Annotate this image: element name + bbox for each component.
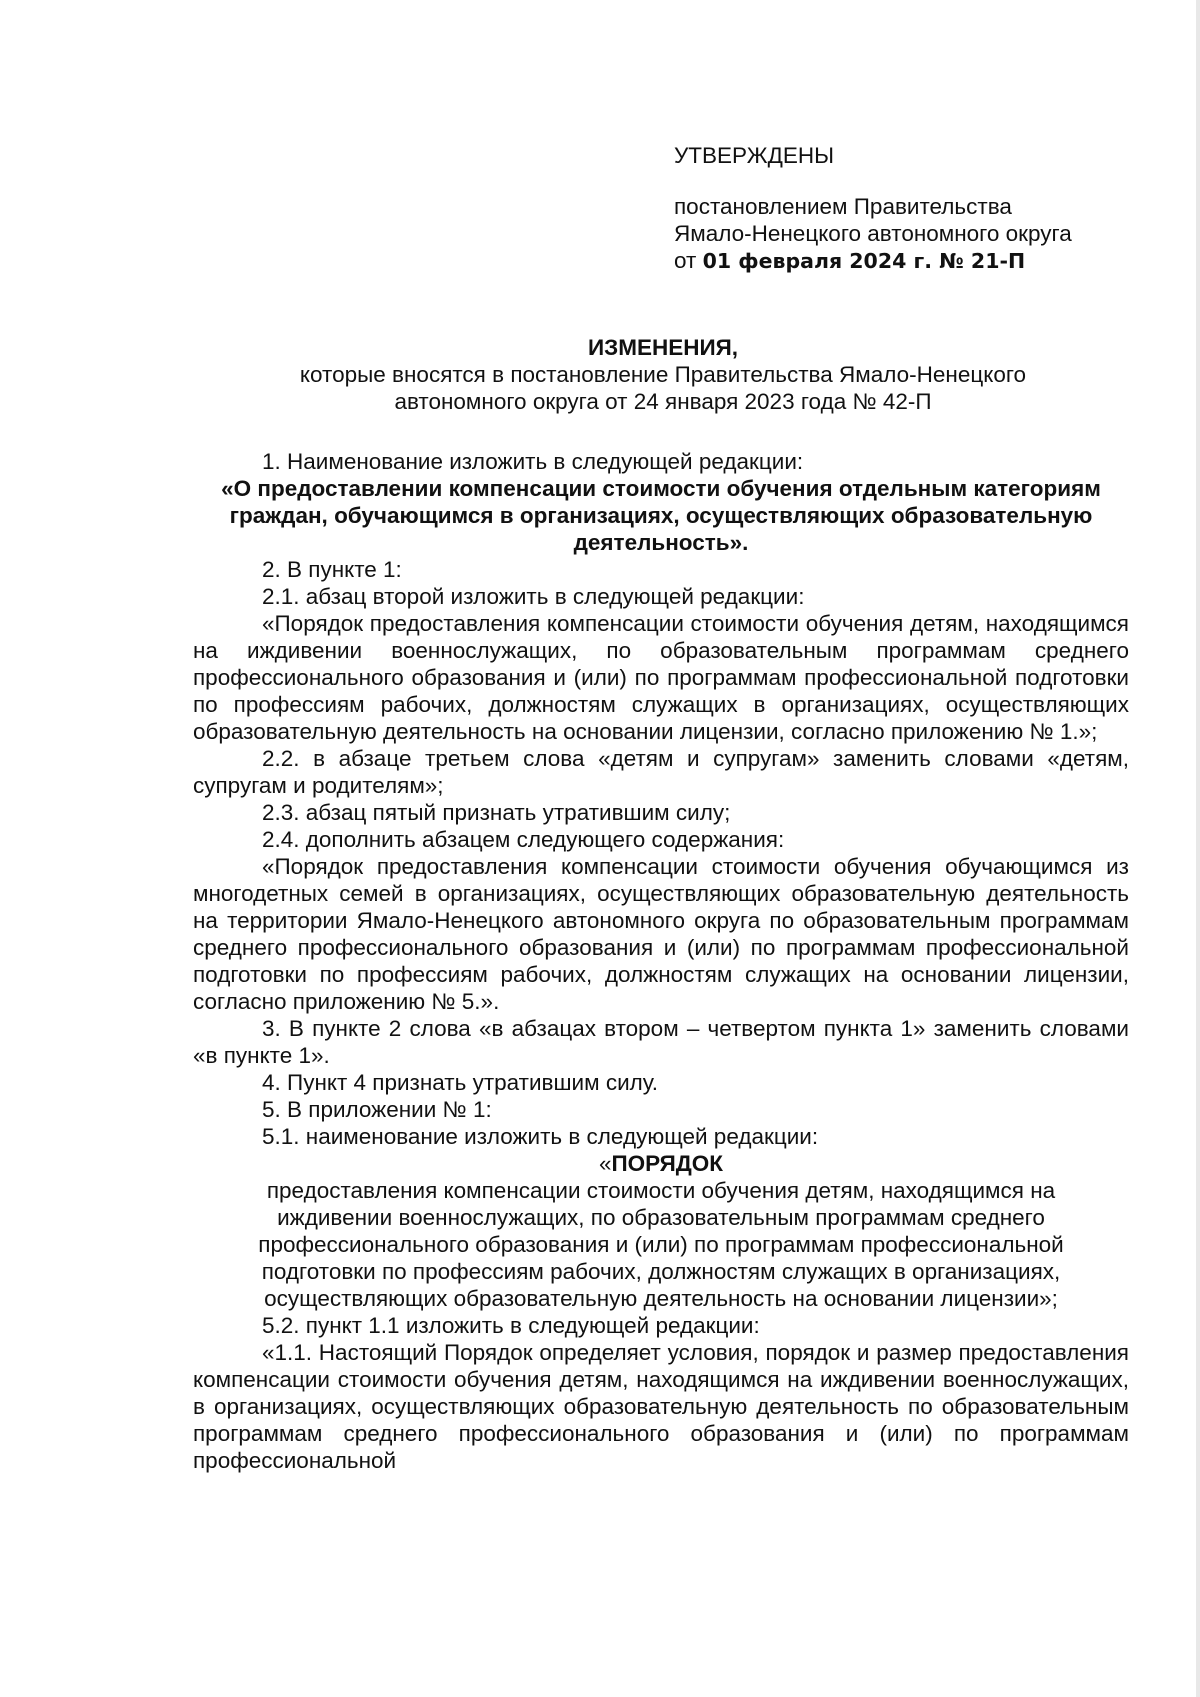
paragraph-4: 4. Пункт 4 признать утратившим силу. [262, 1070, 659, 1095]
paragraph-5-2: 5.2. пункт 1.1 изложить в следующей редакции: [262, 1313, 760, 1338]
paragraph-1: 1. Наименование изложить в следующей редакции: [262, 449, 804, 474]
page-title: ИЗМЕНЕНИЯ, [587, 335, 739, 360]
paragraph-2-4-text: «Порядок предоставления компенсации стоимости обучения обучающимся из многодетных семей в организациях, осуществляющих образовательную деятельность на территории Ямало-Ненецкого автономного округа по образовательным программам среднего профессионального образования и (или) по программам профессиональной подготовки по профессиям рабочих, должностям служащих на основании лицензии, согласно приложению № 5.». [193, 854, 1129, 1014]
order-heading-quote: « [598, 1151, 612, 1176]
order-heading [193, 1150, 1129, 1177]
paragraph-2-1: 2.1. абзац второй изложить в следующей редакции: [262, 584, 805, 609]
paragraph-2-1-text: «Порядок предоставления компенсации стоимости обучения детям, находящимся на иждивении военнослужащих, по образовательным программам среднего профессионального образования и (или) по программам профессиональной подготовки по профессиям рабочих, должностям служащих в организациях, осуществляющих образовательную деятельность на основании лицензии, согласно приложению № 1.»; [193, 611, 1129, 744]
paragraph-5-2-text: «1.1. Настоящий Порядок определяет условия, порядок и размер предоставления компенсации стоимости обучения детям, находящимся на иждивении военнослужащих, в организациях, осуществляющих образовательную деятельность по образовательным программам среднего профессионального образования и (или) по программам профессиональной [193, 1340, 1129, 1473]
document-body [193, 448, 1129, 1474]
page-edge [1196, 0, 1200, 1697]
subtitle-line-2: автономного округа от 24 января 2023 года № 42-П [394, 389, 932, 414]
paragraph-3: 3. В пункте 2 слова «в абзацах втором – четвертом пункта 1» заменить словами «в пункте 1». [193, 1016, 1129, 1068]
approval-block [674, 142, 1154, 275]
paragraph-2: 2. В пункте 1: [262, 557, 402, 582]
paragraph-2-4: 2.4. дополнить абзацем следующего содержания: [262, 827, 785, 852]
approval-stamp: УТВЕРЖДЕНЫ [674, 143, 834, 168]
paragraph-5: 5. В приложении № 1: [262, 1097, 492, 1122]
subtitle-line-1: которые вносятся в постановление Правительства Ямало-Ненецкого [299, 362, 1027, 387]
paragraph-2-3: 2.3. абзац пятый признать утратившим силу; [262, 800, 731, 825]
approval-date-line [674, 247, 1154, 275]
approval-date-prefix: от [674, 248, 697, 273]
order-heading-word: ПОРЯДОК [611, 1151, 724, 1176]
paragraph-5-1: 5.1. наименование изложить в следующей редакции: [262, 1124, 819, 1149]
document-header [193, 334, 1133, 415]
approval-line-1: постановлением Правительства [674, 194, 1012, 219]
approval-date: 01 февраля 2024 г. № 21-П [702, 249, 1026, 273]
new-title: «О предоставлении компенсации стоимости обучения отдельным категориям граждан, обучающимся в организациях, осуществляющих образовательную деятельность». [221, 476, 1101, 555]
approval-line-2: Ямало-Ненецкого автономного округа [674, 221, 1072, 246]
order-heading-text: предоставления компенсации стоимости обучения детям, находящимся на иждивении военнослужащих, по образовательным программам среднего профессионального образования и (или) по программам профессиональной подготовки по профессиям рабочих, должностям служащих в организациях, осуществляющих образовательную деятельность на основании лицензии»; [258, 1178, 1064, 1311]
paragraph-2-2: 2.2. в абзаце третьем слова «детям и супругам» заменить словами «детям, супругам и родителям»; [193, 746, 1129, 798]
